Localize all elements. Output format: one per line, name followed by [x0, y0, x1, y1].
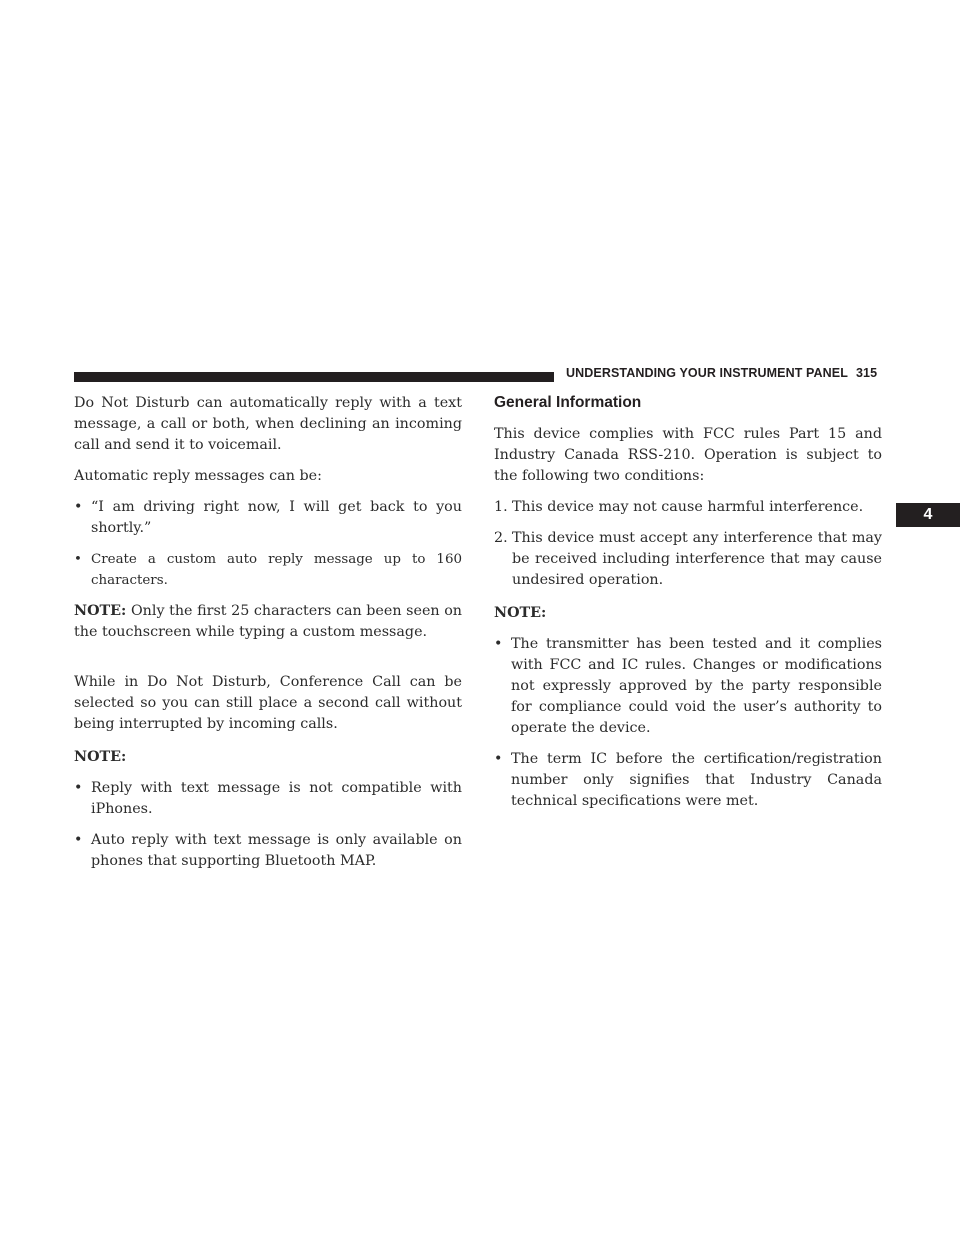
list-number: 1. [494, 499, 508, 515]
list-item-text: “I am driving right now, I will get back to you shortly.” [91, 499, 462, 536]
bullet-icon: • [494, 636, 503, 652]
list-item [74, 549, 462, 591]
list-item [74, 778, 462, 820]
list-item-text: Create a custom auto reply message up to 160 characters. [91, 552, 462, 588]
header-rule [74, 372, 554, 382]
list-item [494, 634, 882, 739]
bullet-icon: • [74, 499, 83, 515]
list-item-text: Auto reply with text message is only available on phones that supporting Bluetooth MAP. [91, 832, 462, 869]
left-column [74, 393, 462, 872]
note-label: NOTE: [494, 605, 547, 621]
note-paragraph [74, 601, 462, 643]
paragraph-conference-call: While in Do Not Disturb, Conference Call can be selected so you can still place a second call without being interrupted by incoming calls. [74, 674, 462, 732]
note-label: NOTE: [74, 749, 127, 765]
note-heading [494, 603, 882, 624]
list-item-text: The term IC before the certification/registration number only signifies that Industry Canada technical specifications were met. [511, 751, 882, 809]
paragraph-fcc-compliance: This device complies with FCC rules Part 15 and Industry Canada RSS-210. Operation is subject to the following two conditions: [494, 426, 882, 484]
list-item [494, 497, 882, 518]
list-item [494, 749, 882, 812]
chapter-tab: 4 [896, 503, 960, 527]
paragraph-auto-reply-intro: Automatic reply messages can be: [74, 468, 322, 484]
list-item-text: The transmitter has been tested and it complies with FCC and IC rules. Changes or modifications not expressly approved by the party responsible for compliance could void the user’s authority to operate the device. [511, 636, 882, 736]
list-item-text: Reply with text message is not compatible with iPhones. [91, 780, 462, 817]
note-label: NOTE: [74, 603, 127, 619]
list-item-text: This device may not cause harmful interference. [512, 499, 864, 515]
list-number: 2. [494, 530, 508, 546]
right-column [494, 393, 882, 812]
bullet-icon: • [494, 751, 503, 767]
list-item-text: This device must accept any interference that may be received including interference that may cause undesired operation. [512, 530, 882, 588]
list-item [74, 497, 462, 539]
note-heading [74, 747, 462, 768]
note-text: Only the first 25 characters can been seen on the touchscreen while typing a custom message. [74, 603, 463, 640]
running-header [566, 366, 877, 380]
bullet-icon: • [74, 552, 82, 567]
paragraph-do-not-disturb: Do Not Disturb can automatically reply with a text message, a call or both, when declining an incoming call and send it to voicemail. [74, 395, 462, 453]
list-item [74, 830, 462, 872]
list-item [494, 528, 882, 591]
header-title: UNDERSTANDING YOUR INSTRUMENT PANEL [566, 366, 848, 380]
bullet-icon: • [74, 832, 83, 848]
section-title: General Information [494, 394, 642, 411]
page-number: 315 [855, 366, 878, 380]
bullet-icon: • [74, 780, 83, 796]
